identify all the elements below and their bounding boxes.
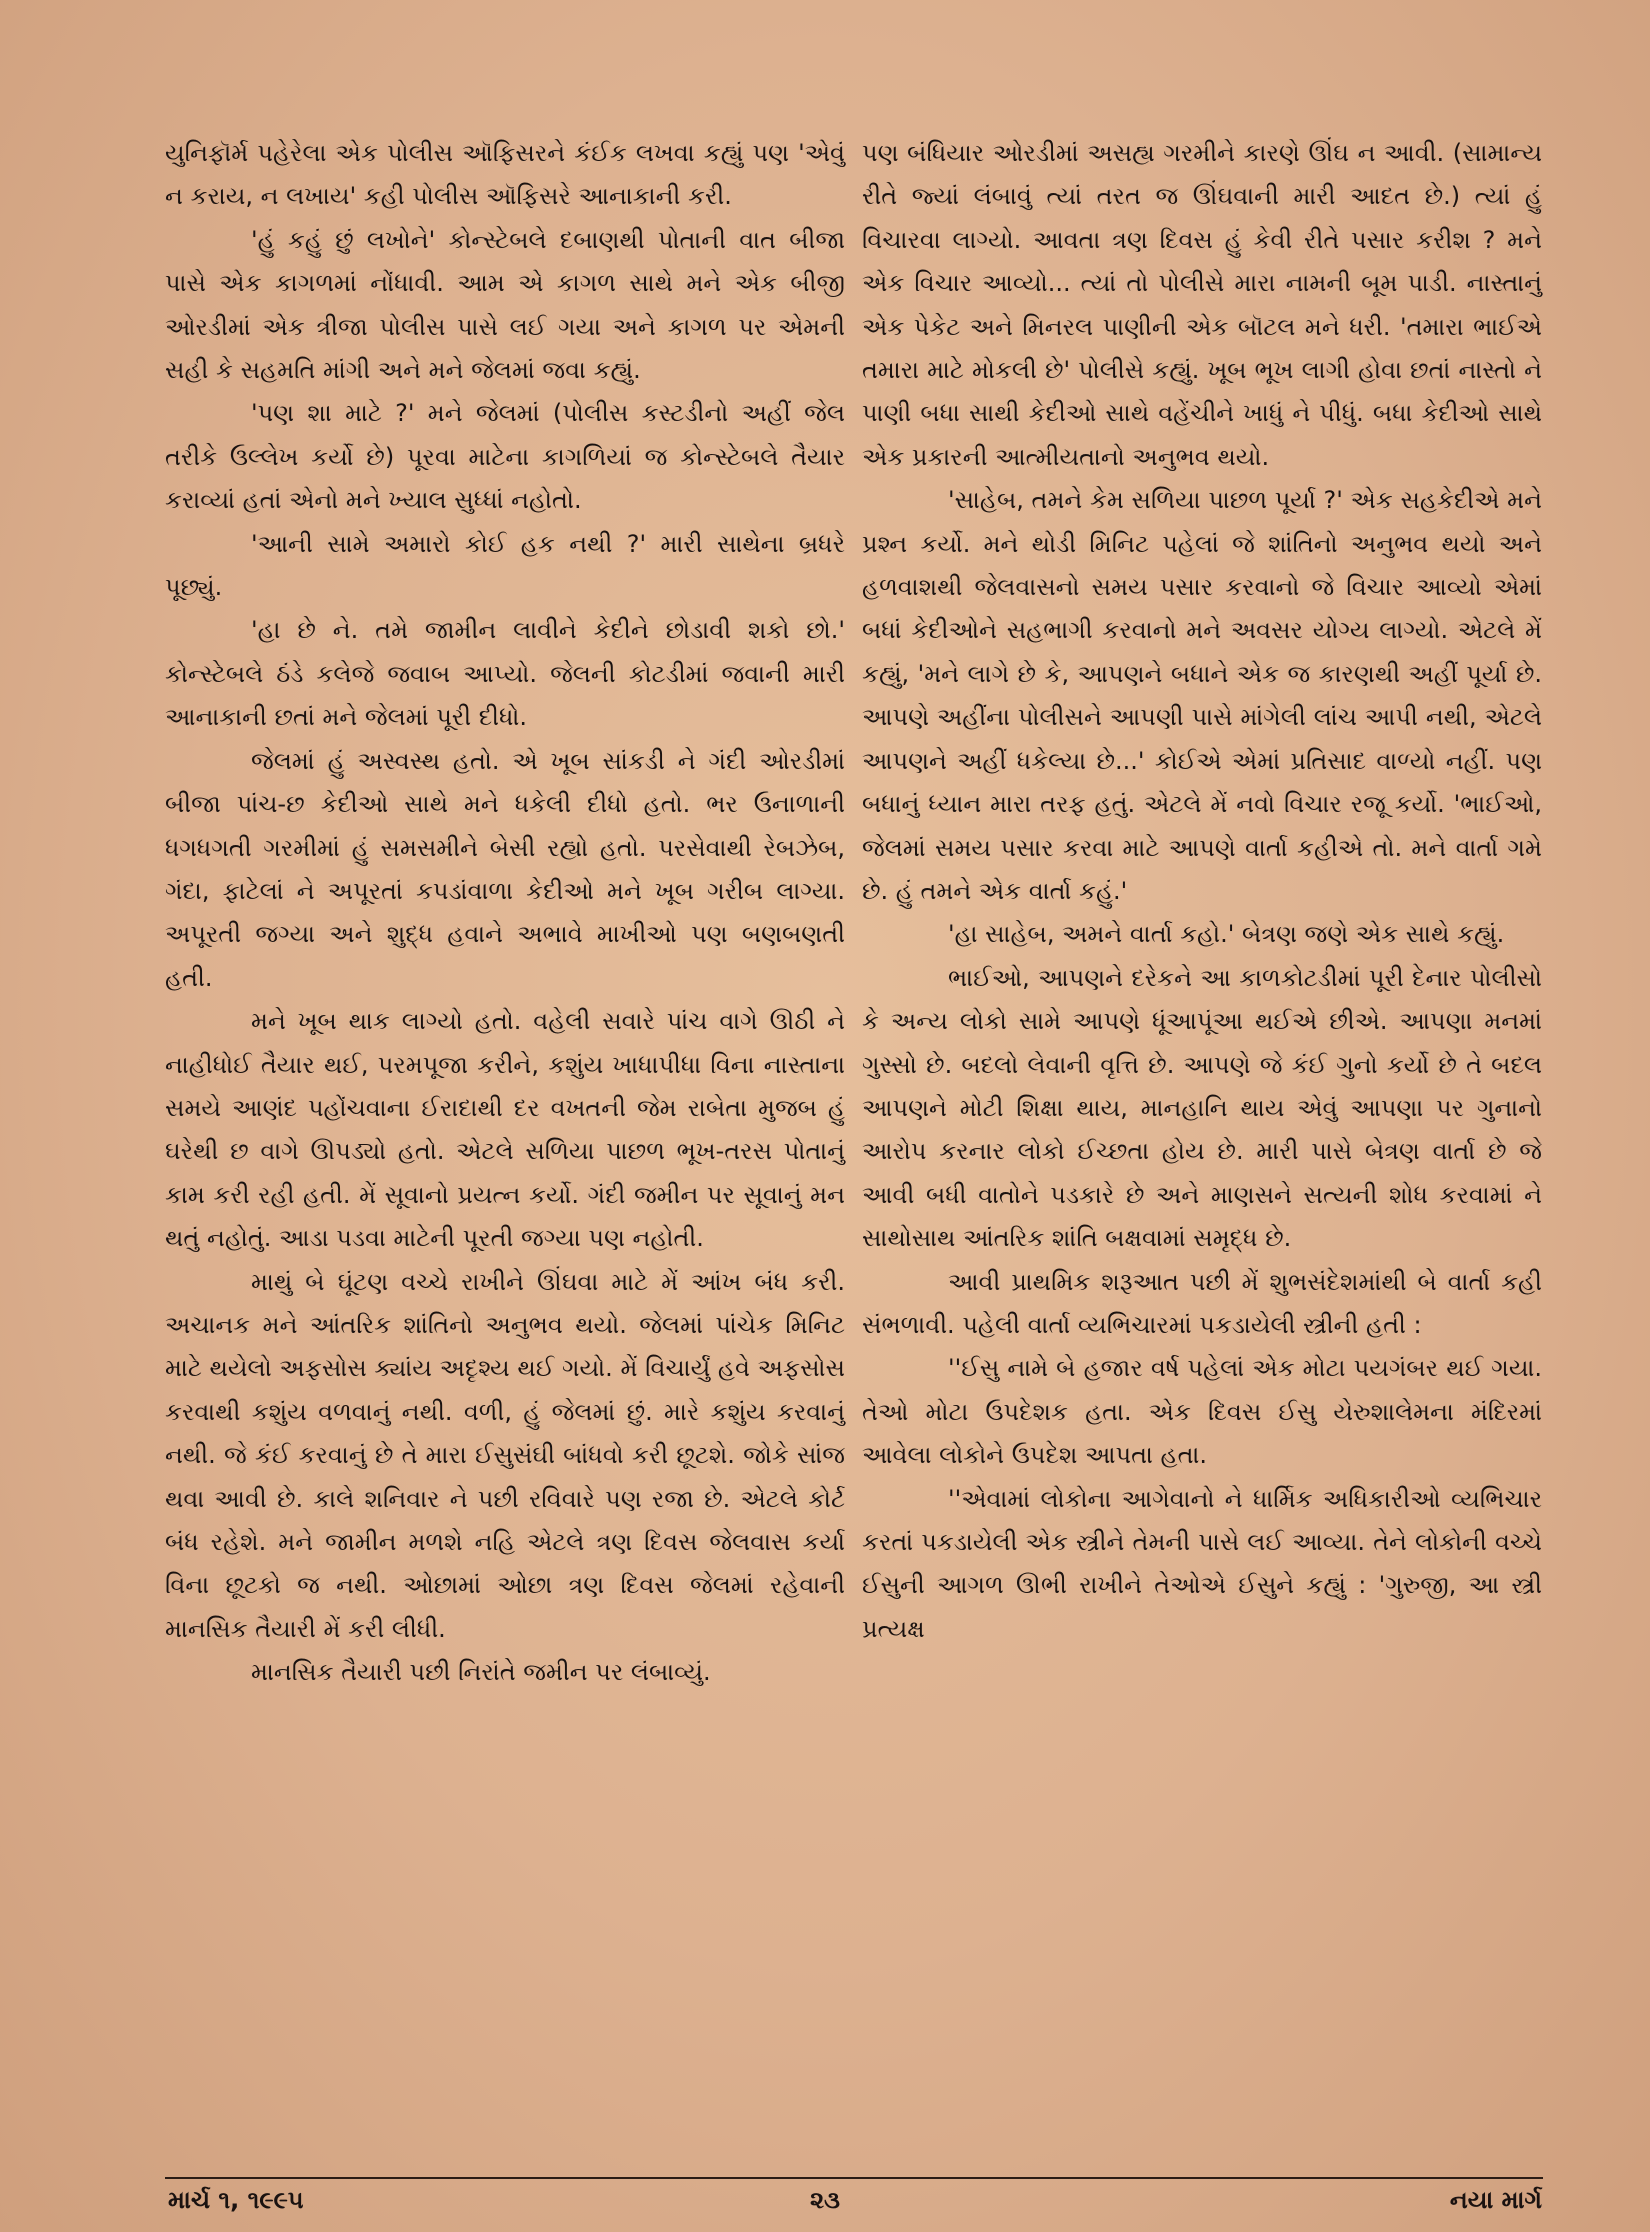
paragraph: યુનિફૉર્મ પહેરેલા એક પોલીસ ઑફિસરને કંઈક લખવા કહ્યું પણ 'એવું ન કરાય, ન લખાય' કહી પોલીસ ઑફિસરે આનાકાની કરી.: [165, 139, 845, 211]
paragraph: 'આની સામે અમારો કોઈ હક નથી ?' મારી સાથેના બ્રધરે પૂછ્યું.: [165, 529, 845, 602]
paragraph: મને ખૂબ થાક લાગ્યો હતો. વહેલી સવારે પાંચ વાગે ઊઠી ને નાહીધોઈ તૈયાર થઈ, પરમપૂજા કરીને, કશુંય ખાધાપીધા વિના નાસ્તાના સમયે આણંદ પહોંચવાના ઈરાદાથી દર વખતની જેમ રાબેતા મુજબ હું ઘરેથી છ વાગે ઊપડ્યો હતો. એટલે સળિયા પાછળ ભૂખ-તરસ પોતાનું કામ કરી રહી હતી. મેં સૂવાનો પ્રયત્ન કર્યો. ગંદી જમીન પર સૂવાનું મન થતું નહોતું. આડા પડવા માટેની પૂરતી જગ્યા પણ નહોતી.: [165, 1007, 845, 1253]
paragraph: ''ઈસુ નામે બે હજાર વર્ષ પહેલાં એક મોટા પયગંબર થઈ ગયા. તેઓ મોટા ઉપદેશક હતા. એક દિવસ ઈસુ યેરુશાલેમના મંદિરમાં આવેલા લોકોને ઉપદેશ આપતા હતા.: [862, 1354, 1542, 1470]
right-column: [862, 132, 1542, 1651]
paragraph: 'હું કહું છું લખોને' કોન્સ્ટેબલે દબાણથી પોતાની વાત બીજા પાસે એક કાગળમાં નોંધાવી. આમ એ કાગળ સાથે મને એક બીજી ઓરડીમાં એક ત્રીજા પોલીસ પાસે લઈ ગયા અને કાગળ પર એમની સહી કે સહમતિ માંગી અને મને જેલમાં જવા કહ્યું.: [165, 225, 845, 385]
paragraph: જેલમાં હું અસ્વસ્થ હતો. એ ખૂબ સાંકડી ને ગંદી ઓરડીમાં બીજા પાંચ-છ કેદીઓ સાથે મને ધકેલી દીધો હતો. ભર ઉનાળાની ધગધગતી ગરમીમાં હું સમસમીને બેસી રહ્યો હતો. પરસેવાથી રેબઝેબ, ગંદા, ફાટેલાં ને અપૂરતાં કપડાંવાળા કેદીઓ મને ખૂબ ગરીબ લાગ્યા. અપૂરતી જગ્યા અને શુદ્ધ હવાને અભાવે માખીઓ પણ બણબણતી હતી.: [165, 746, 845, 992]
paragraph: ''એવામાં લોકોના આગેવાનો ને ધાર્મિક અધિકારીઓ વ્યભિચાર કરતાં પકડાયેલી એક સ્ત્રીને તેમની પાસે લઈ આવ્યા. તેને લોકોની વચ્ચે ઈસુની આગળ ઊભી રાખીને તેઓએ ઈસુને કહ્યું : 'ગુરુજી, આ સ્ત્રી પ્રત્યક્ષ: [862, 1484, 1542, 1643]
paragraph: ભાઈઓ, આપણને દરેકને આ કાળકોટડીમાં પૂરી દેનાર પોલીસો કે અન્ય લોકો સામે આપણે ધૂંઆપૂંઆ થઈએ છીએ. આપણા મનમાં ગુસ્સો છે. બદલો લેવાની વૃત્તિ છે. આપણે જે કંઈ ગુનો કર્યો છે તે બદલ આપણને મોટી શિક્ષા થાય, માનહાનિ થાય એવું આપણા પર ગુનાનો આરોપ કરનાર લોકો ઈચ્છતા હોય છે. મારી પાસે બેત્રણ વાર્તા છે જે આવી બધી વાતોને પડકારે છે અને માણસને સત્યની શોધ કરવામાં ને સાથોસાથ આંતરિક શાંતિ બક્ષવામાં સમૃદ્ધ છે.: [862, 963, 1542, 1253]
page-number: ૨૩: [809, 2186, 841, 2214]
magazine-name: નયા માર્ગ: [1449, 2186, 1542, 2214]
paragraph: 'સાહેબ, તમને કેમ સળિયા પાછળ પૂર્યા ?' એક સહકેદીએ મને પ્રશ્ન કર્યો. મને થોડી મિનિટ પહેલાં જે શાંતિનો અનુભવ થયો અને હળવાશથી જેલવાસનો સમય પસાર કરવાનો જે વિચાર આવ્યો એમાં બધાં કેદીઓને સહભાગી કરવાનો મને અવસર યોગ્ય લાગ્યો. એટલે મેં કહ્યું, 'મને લાગે છે કે, આપણને બધાને એક જ કારણથી અહીં પૂર્યા છે. આપણે અહીંના પોલીસને આપણી પાસે માંગેલી લાંચ આપી નથી, એટલે આપણને અહીં ધકેલ્યા છે...' કોઈએ એમાં પ્રતિસાદ વાળ્યો નહીં. પણ બધાનું ધ્યાન મારા તરફ હતું. એટલે મેં નવો વિચાર રજૂ કર્યો. 'ભાઈઓ, જેલમાં સમય પસાર કરવા માટે આપણે વાર્તા કહીએ તો. મને વાર્તા ગમે છે. હું તમને એક વાર્તા કહું.': [862, 486, 1542, 905]
footer-divider: [165, 2177, 1543, 2179]
footer-date: માર્ચ ૧, ૧૯૯૫: [168, 2186, 304, 2214]
paragraph: પણ બંધિયાર ઓરડીમાં અસહ્ય ગરમીને કારણે ઊંઘ ન આવી. (સામાન્ય રીતે જ્યાં લંબાવું ત્યાં તરત જ ઊંઘવાની મારી આદત છે.) ત્યાં હું વિચારવા લાગ્યો. આવતા ત્રણ દિવસ હું કેવી રીતે પસાર કરીશ ? મને એક વિચાર આવ્યો... ત્યાં તો પોલીસે મારા નામની બૂમ પાડી. નાસ્તાનું એક પેકેટ અને મિનરલ પાણીની એક બૉટલ મને ધરી. 'તમારા ભાઈએ તમારા માટે મોકલી છે' પોલીસે કહ્યું. ખૂબ ભૂખ લાગી હોવા છતાં નાસ્તો ને પાણી બધા સાથી કેદીઓ સાથે વહેંચીને ખાધું ને પીધું. બધા કેદીઓ સાથે એક પ્રકારની આત્મીયતાનો અનુભવ થયો.: [862, 139, 1542, 471]
paragraph: માથું બે ઘૂંટણ વચ્ચે રાખીને ઊંઘવા માટે મેં આંખ બંધ કરી. અચાનક મને આંતરિક શાંતિનો અનુભવ થયો. જેલમાં પાંચેક મિનિટ માટે થયેલો અફસોસ ક્યાંય અદૃશ્ય થઈ ગયો. મેં વિચાર્યું હવે અફસોસ કરવાથી કશુંય વળવાનું નથી. વળી, હું જેલમાં છું. મારે કશુંય કરવાનું નથી. જે કંઈ કરવાનું છે તે મારા ઈસુસંઘી બાંધવો કરી છૂટશે. જોકે સાંજ થવા આવી છે. કાલે શનિવાર ને પછી રવિવારે પણ રજા છે. એટલે કોર્ટ બંધ રહેશે. મને જામીન મળશે નહિ એટલે ત્રણ દિવસ જેલવાસ કર્યા વિના છૂટકો જ નથી. ઓછામાં ઓછા ત્રણ દિવસ જેલમાં રહેવાની માનસિક તૈયારી મેં કરી લીધી.: [165, 1267, 845, 1643]
paragraph: 'પણ શા માટે ?' મને જેલમાં (પોલીસ કસ્ટડીનો અહીં જેલ તરીકે ઉલ્લેખ કર્યો છે) પૂરવા માટેના કાગળિયાં જ કોન્સ્ટેબલે તૈયાર કરાવ્યાં હતાં એનો મને ખ્યાલ સુધ્ધાં નહોતો.: [165, 399, 845, 515]
paragraph: 'હા છે ને. તમે જામીન લાવીને કેદીને છોડાવી શકો છો.' કોન્સ્ટેબલે ઠંડે કલેજે જવાબ આપ્યો. જેલની કોટડીમાં જવાની મારી આનાકાની છતાં મને જેલમાં પૂરી દીધો.: [165, 616, 845, 732]
paragraph: માનસિક તૈયારી પછી નિરાંતે જમીન પર લંબાવ્યું.: [251, 1658, 711, 1687]
paragraph: 'હા સાહેબ, અમને વાર્તા કહો.' બેત્રણ જણે એક સાથે કહ્યું.: [948, 920, 1505, 949]
left-column: [165, 132, 845, 1695]
paragraph: આવી પ્રાથમિક શરૂઆત પછી મેં શુભસંદેશમાંથી બે વાર્તા કહી સંભળાવી. પહેલી વાર્તા વ્યભિચારમાં પકડાયેલી સ્ત્રીની હતી :: [862, 1267, 1542, 1339]
